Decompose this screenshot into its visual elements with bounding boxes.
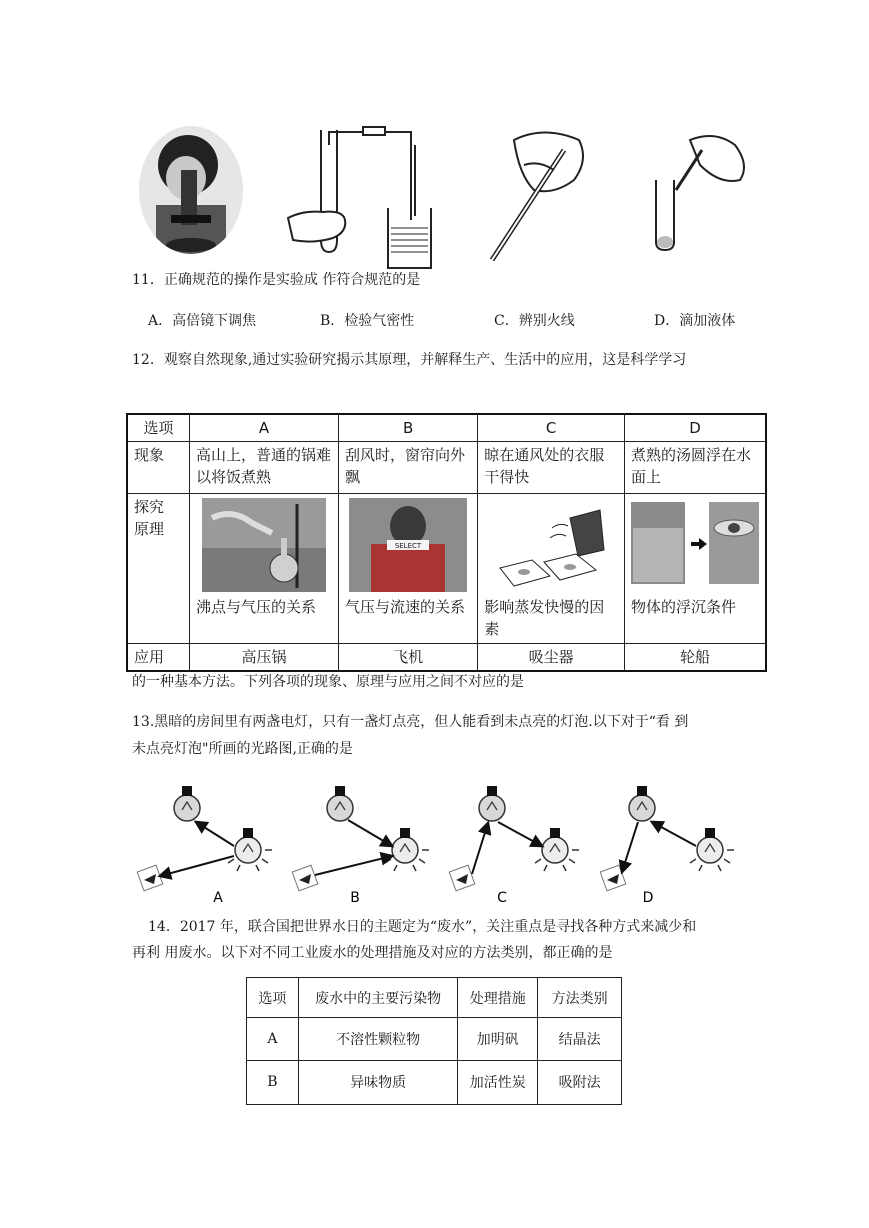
dropper-test-tube xyxy=(640,120,750,270)
principle-cell-a xyxy=(190,494,339,644)
col-option-b: B xyxy=(339,414,478,442)
evaporation-cards xyxy=(492,498,610,592)
q14-question-line2: 再利 用废水。以下对不同工业废水的处理措施及对应的方法类别，都正确的是 xyxy=(132,945,613,961)
q14-header-pollutant: 废水中的主要污染物 xyxy=(298,978,458,1018)
diagram-c xyxy=(449,786,579,891)
principle-b: 气压与流速的关系 xyxy=(345,598,466,616)
q14-header-method: 方法类别 xyxy=(538,978,622,1018)
microscope-photo xyxy=(136,120,246,270)
phenomenon-a: 高山上，普通的锅难以将饭煮熟 xyxy=(190,442,339,494)
row-label-principle xyxy=(127,494,190,644)
table-row xyxy=(247,1018,622,1060)
q11-option-b: B．检验气密性 xyxy=(320,313,415,329)
q14-row-b-method: 吸附法 xyxy=(538,1060,622,1104)
q14-header-measure: 处理措施 xyxy=(458,978,538,1018)
row-label-phenomenon: 现象 xyxy=(127,442,190,494)
q14-row-b-measure: 加活性炭 xyxy=(458,1060,538,1104)
phenomenon-d: 煮熟的汤圆浮在水面上 xyxy=(624,442,766,494)
application-d: 轮船 xyxy=(624,644,766,672)
col-option-c: C xyxy=(478,414,625,442)
diagram-b xyxy=(292,786,429,891)
label-a: A xyxy=(213,890,223,906)
principle-cell-c xyxy=(478,494,625,644)
label-d: D xyxy=(642,890,654,906)
phenomenon-b: 刮风时，窗帘向外飘 xyxy=(339,442,478,494)
q14-row-b-option: B xyxy=(247,1060,299,1104)
label-b: B xyxy=(350,890,360,906)
col-option-d: D xyxy=(624,414,766,442)
q11-option-a: A．高倍镜下调焦 xyxy=(148,313,257,329)
boiling-flask-photo xyxy=(202,498,326,592)
q14-row-a-method: 结晶法 xyxy=(538,1018,622,1060)
paper-board-text: SELECT xyxy=(394,542,422,550)
diagram-a xyxy=(137,786,272,891)
application-c: 吸尘器 xyxy=(478,644,625,672)
table-row xyxy=(247,1060,622,1104)
q14-header-option: 选项 xyxy=(247,978,299,1018)
q13-question-line1: 13.黑暗的房间里有两盏电灯，只有一盏灯点亮，但人能看到未点亮的灯泡.以下对于“看 到 xyxy=(132,714,689,730)
application-a: 高压锅 xyxy=(190,644,339,672)
phenomenon-c: 晾在通风处的衣服干得快 xyxy=(478,442,625,494)
q12-question-part2: 的一种基本方法。下列各项的现象、原理与应用之间不对应的是 xyxy=(132,674,524,690)
row-label-application: 应用 xyxy=(127,644,190,672)
floating-tangyuan-photo xyxy=(631,498,759,592)
principle-c: 影响蒸发快慢的因素 xyxy=(484,598,605,638)
airtightness-apparatus xyxy=(283,120,433,270)
q14-row-a-pollutant: 不溶性颗粒物 xyxy=(298,1018,458,1060)
label-c: C xyxy=(497,890,507,906)
q12-question-part1: 12．观察自然现象,通过实验研究揭示其原理，并解释生产、生活中的应用，这是科学学习 xyxy=(132,352,687,368)
q13-question-line2: 未点亮灯泡"所画的光路图,正确的是 xyxy=(132,741,353,757)
q14-table xyxy=(246,977,622,1105)
principle-a: 沸点与气压的关系 xyxy=(196,598,317,616)
q14-row-a-measure: 加明矾 xyxy=(458,1018,538,1060)
principle-cell-b xyxy=(339,494,478,644)
q12-table xyxy=(126,413,767,672)
test-pencil-hand xyxy=(484,120,594,270)
q11-option-d: D．滴加液体 xyxy=(654,313,736,329)
row-label-option: 选项 xyxy=(127,414,190,442)
q14-row-b-pollutant: 异味物质 xyxy=(298,1060,458,1104)
col-option-a: A xyxy=(190,414,339,442)
diagram-d xyxy=(600,786,734,891)
principle-label-text: 探究原理 xyxy=(134,498,165,538)
principle-d: 物体的浮沉条件 xyxy=(630,598,736,616)
q14-row-a-option: A xyxy=(247,1018,299,1060)
q11-question: 11．正确规范的操作是实验成 作符合规范的是 xyxy=(132,272,421,288)
paper-blowing-photo xyxy=(349,498,467,592)
principle-cell-d xyxy=(624,494,766,644)
q14-question-line1: 14．2017 年，联合国把世界水日的主题定为“废水”，关注重点是寻找各种方式来减少和 xyxy=(148,919,697,935)
q11-option-c: C．辨别火线 xyxy=(494,313,575,329)
light-path-diagrams xyxy=(130,778,750,906)
application-b: 飞机 xyxy=(339,644,478,672)
